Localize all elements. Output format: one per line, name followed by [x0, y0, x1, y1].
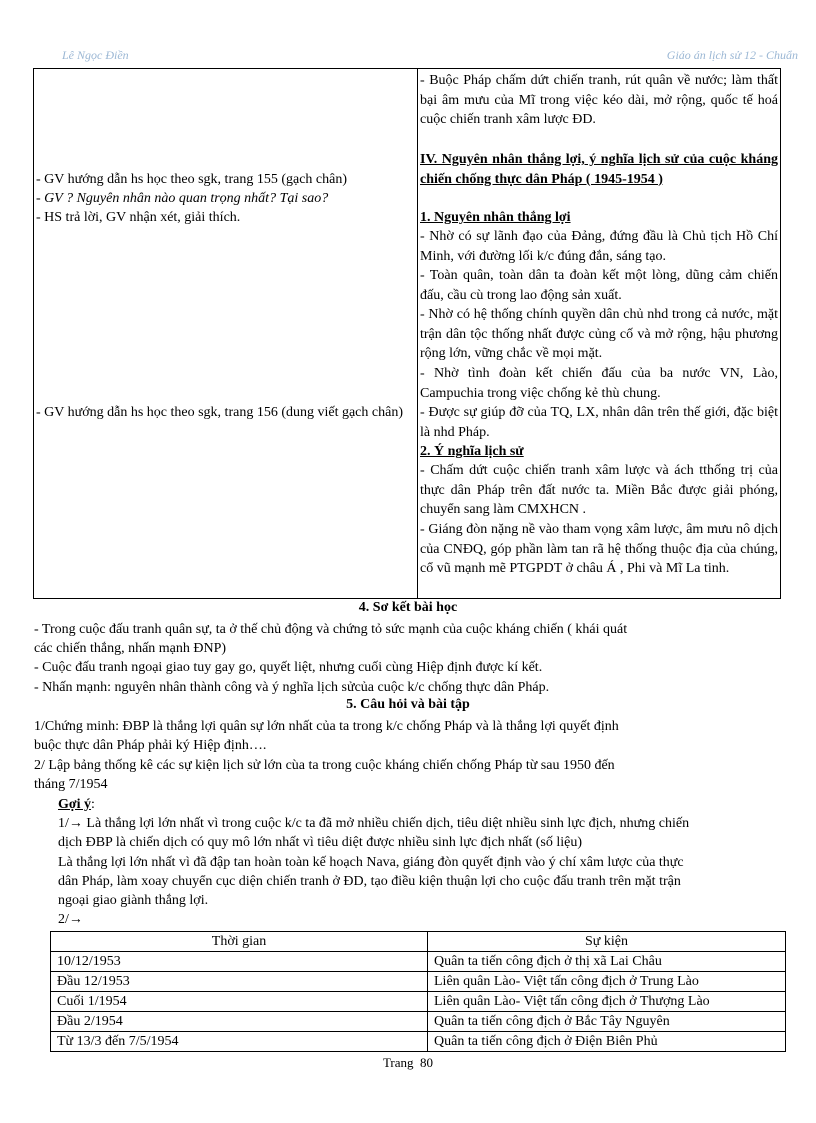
arrow-icon: →	[68, 816, 83, 831]
question-2b: tháng 7/1954	[34, 777, 108, 792]
section-4-title: 4. Sơ kết bài học	[358, 600, 458, 615]
table-row	[51, 992, 786, 1012]
hint-colon: :	[91, 797, 95, 812]
activity-line-3: - HS trả lời, GV nhận xét, giải thích.	[36, 210, 241, 225]
cell-event: Quân ta tiến công địch ở Bắc Tây Nguyên	[428, 1012, 786, 1032]
answer-2	[58, 910, 776, 929]
summary-line-1: - Trong cuộc đấu tranh quân sự, ta ở thế chủ động và chứng tỏ sức mạnh của cuộc kháng chiến ( khái quát	[34, 622, 628, 637]
header-author: Lê Ngọc Điền	[62, 48, 129, 62]
cell-event: Liên quân Lào- Việt tấn công địch ở Trung Lào	[428, 972, 786, 992]
page-label: Trang	[382, 1055, 414, 1070]
table-row	[51, 1012, 786, 1032]
column-header-time: Thời gian	[51, 932, 428, 952]
subheading-meaning: 2. Ý nghĩa lịch sử	[420, 444, 524, 459]
activity-line-1: - GV hướng dẫn hs học theo sgk, trang 155 (gạch chân)	[36, 172, 347, 187]
cell-time: Đầu 2/1954	[51, 1012, 428, 1032]
summary-line-2: - Cuộc đấu tranh ngoại giao tuy gay go, quyết liệt, nhưng cuối cùng Hiệp định được kí kết.	[34, 660, 543, 675]
activity-question: - GV ? Nguyên nhân nào quan trọng nhất? Tại sao?	[36, 191, 329, 206]
summary-line-1b: các chiến thắng, nhấn mạnh ĐNP)	[34, 641, 227, 656]
table-row	[51, 952, 786, 972]
arrow-icon: →	[68, 912, 83, 927]
cell-time: Đầu 12/1953	[51, 972, 428, 992]
answer-1a	[58, 814, 776, 833]
answer-2-number: 2/	[58, 912, 69, 927]
lesson-table	[33, 68, 781, 599]
section-heading-iv: IV. Nguyên nhân thắng lợi, ý nghĩa lịch sử của cuộc kháng chiến chống thực dân Pháp ( 1945-1954 )	[420, 152, 778, 187]
question-1a: 1/Chứng minh: ĐBP là thắng lợi quân sự lớn nhất của ta trong k/c chống Pháp và là thắng lợi quyết định	[34, 719, 619, 734]
page-number: 80	[420, 1055, 434, 1070]
subheading-causes: 1. Nguyên nhân thắng lợi	[420, 210, 571, 225]
cause-1: - Nhờ có sự lãnh đạo của Đảng, đứng đầu là Chủ tịch Hồ Chí Minh, với đường lối k/c đúng đắn, sáng tạo.	[420, 229, 778, 264]
cell-time: Từ 13/3 đến 7/5/1954	[51, 1032, 428, 1052]
activity-line-4: - GV hướng dẫn hs học theo sgk, trang 156 (dung viết gạch chân)	[36, 405, 403, 420]
table-header-row	[51, 932, 786, 952]
column-header-event: Sự kiện	[428, 932, 786, 952]
answer-1-number: 1/	[58, 816, 69, 831]
question-2a: 2/ Lập bảng thống kê các sự kiện lịch sử lớn cùa ta trong cuộc kháng chiến chống Pháp từ sau 1950 đến	[34, 758, 615, 773]
content-para-0: - Buộc Pháp chấm dứt chiến tranh, rút quân về nước; làm thất bại âm mưu của Mĩ trong việc kéo dài, mở rộng, quốc tế hoá cuộc chiến tranh xâm lược ĐD.	[420, 73, 778, 127]
cell-event: Quân ta tiến công địch ở thị xã Lai Châu	[428, 952, 786, 972]
answer-1d: dân Pháp, làm xoay chuyển cục diện chiến tranh ở ĐD, tạo điều kiện thuận lợi cho cuộc đấu tranh trên mặt trận	[58, 874, 681, 889]
cause-2: - Toàn quân, toàn dân ta đoàn kết một lòng, dũng cảm chiến đấu, cầu cù trong lao động sản xuất.	[420, 268, 778, 303]
meaning-2: - Giáng đòn nặng nề vào tham vọng xâm lược, âm mưu nô dịch của CNĐQ, góp phần làm tan rã hệ thống thuộc địa của chúng, cổ vũ mạnh mẽ PTGPDT ở châu Á , Phi và Mĩ La tinh.	[420, 522, 778, 576]
cause-3: - Nhờ có hệ thống chính quyền dân chủ nhd trong cả nước, mặt trận dân tộc thống nhất được củng cố và mở rộng, hậu phương rộng lớn, vững chắc về mọi mặt.	[420, 307, 778, 361]
answer-1c: Là thắng lợi lớn nhất vì đã đập tan hoàn toàn kế hoạch Nava, giáng đòn quyết định vào ý chí xâm lược của thực	[58, 855, 684, 870]
answer-1e: ngoại giao giành thắng lợi.	[58, 893, 209, 908]
cause-5: - Được sự giúp đỡ của TQ, LX, nhân dân trên thế giới, đặc biệt là nhd Pháp.	[420, 405, 778, 440]
summary-line-3: - Nhấn mạnh: nguyên nhân thành công và ý nghĩa lịch sửcủa cuộc k/c chống thực dân Pháp.	[34, 680, 550, 695]
table-row	[51, 972, 786, 992]
events-table	[50, 931, 786, 1052]
content-column	[418, 69, 780, 598]
page-footer	[0, 1055, 816, 1071]
cause-4: - Nhờ tình đoàn kết chiến đấu của ba nước VN, Lào, Campuchia trong việc chống kẻ thù chung.	[420, 366, 778, 401]
cell-time: Cuối 1/1954	[51, 992, 428, 1012]
table-row	[51, 1032, 786, 1052]
cell-time: 10/12/1953	[51, 952, 428, 972]
section-5-title: 5. Câu hỏi và bài tập	[346, 697, 470, 712]
cell-event: Quân ta tiến công địch ở Điện Biên Phủ	[428, 1032, 786, 1052]
teacher-activity-column	[34, 69, 418, 598]
answer-1b: dịch ĐBP là chiến dịch có quy mô lớn nhất vì tiêu diệt được nhiều sinh lực địch nhất (số liệu)	[58, 835, 583, 850]
header-title: Giáo án lịch sử 12 - Chuẩn	[666, 48, 798, 62]
meaning-1: - Chấm dứt cuộc chiến tranh xâm lược và ách tthống trị của thực dân Pháp trên đất nước ta. Miền Bắc được giải phóng, chuyển sang làm CMXHCN .	[420, 463, 778, 517]
hint-label-text: Gợi ý	[58, 797, 92, 812]
cell-event: Liên quân Lào- Việt tấn công địch ở Thượng Lào	[428, 992, 786, 1012]
question-1b: buộc thực dân Pháp phải ký Hiệp định….	[34, 738, 267, 753]
answer-1a-text: Là thắng lợi lớn nhất vì trong cuộc k/c ta đã mở nhiều chiến dịch, tiêu diệt nhiều sinh lực địch, nhưng chiến	[82, 816, 690, 831]
hint-label	[58, 795, 776, 814]
